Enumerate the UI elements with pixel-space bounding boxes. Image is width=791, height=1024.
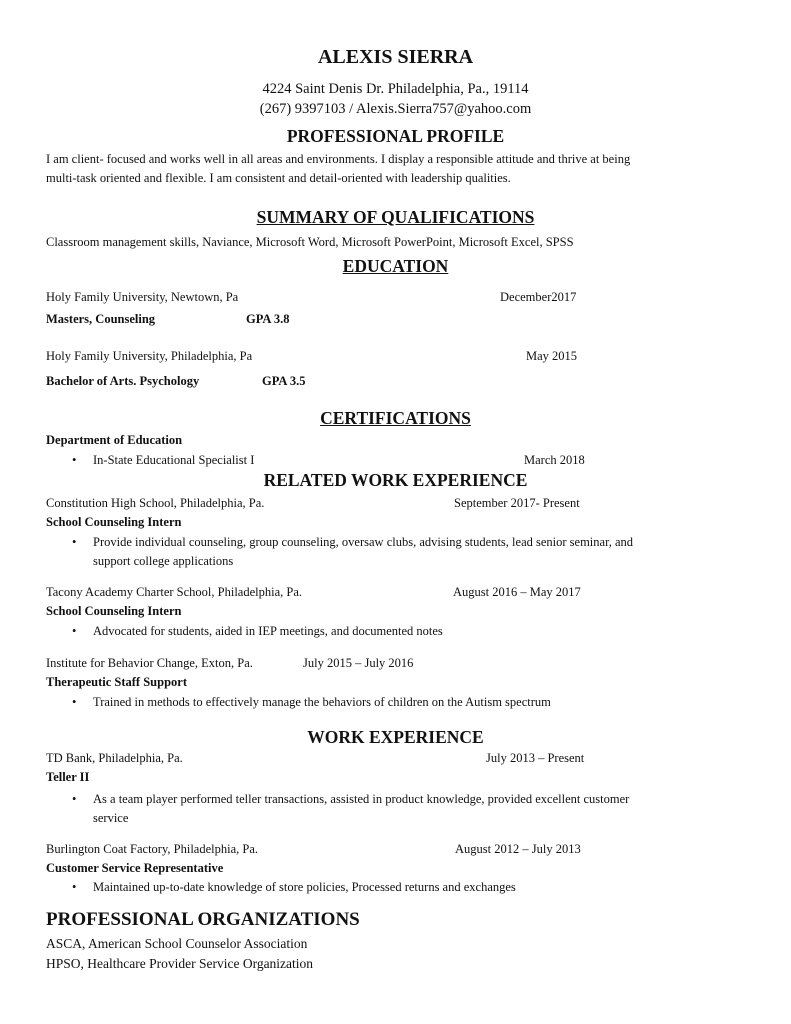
bullet-icon: • (72, 792, 77, 806)
job-duty-continued: service (93, 811, 129, 825)
job-dates: August 2012 – July 2013 (455, 842, 581, 856)
job-dates: August 2016 – May 2017 (453, 585, 581, 599)
bullet-icon: • (72, 695, 77, 709)
education-date: May 2015 (526, 349, 578, 363)
work-heading: WORK EXPERIENCE (307, 727, 484, 747)
education-school: Holy Family University, Philadelphia, Pa (46, 349, 253, 363)
job-employer: TD Bank, Philadelphia, Pa. (46, 751, 183, 765)
job-dates: July 2013 – Present (486, 751, 585, 765)
education-degree: Masters, Counseling (46, 312, 156, 326)
bullet-icon: • (72, 535, 77, 549)
qualifications-text: Classroom management skills, Naviance, Microsoft Word, Microsoft PowerPoint, Microsoft Excel, SPSS (46, 235, 574, 249)
certifications-heading: CERTIFICATIONS (320, 408, 471, 428)
contact-line: (267) 9397103 / Alexis.Sierra757@yahoo.com (259, 101, 532, 117)
profile-heading: PROFESSIONAL PROFILE (286, 126, 505, 146)
job-duty: As a team player performed teller transactions, assisted in product knowledge, provided excellent customer (93, 792, 630, 806)
job-employer: Institute for Behavior Change, Exton, Pa. (46, 656, 253, 670)
bullet-icon: • (72, 624, 77, 638)
certification-item: In-State Educational Specialist I (93, 453, 255, 467)
job-duty-continued: support college applications (93, 554, 234, 568)
qualifications-heading: SUMMARY OF QUALIFICATIONS (256, 207, 535, 227)
job-duty: Provide individual counseling, group counseling, oversaw clubs, advising students, lead senior seminar, and (93, 535, 634, 549)
education-degree: Bachelor of Arts. Psychology (46, 374, 200, 388)
education-gpa: GPA 3.5 (262, 374, 306, 388)
organization-item: ASCA, American School Counselor Association (46, 936, 308, 951)
job-dates: September 2017- Present (454, 496, 580, 510)
profile-text-line-2: multi-task oriented and flexible. I am consistent and detail-oriented with leadership qualities. (46, 171, 511, 185)
organizations-heading: PROFESSIONAL ORGANIZATIONS (46, 909, 360, 930)
job-duty: Maintained up-to-date knowledge of store policies, Processed returns and exchanges (93, 880, 516, 894)
job-employer: Burlington Coat Factory, Philadelphia, Pa. (46, 842, 259, 856)
certification-date: March 2018 (524, 453, 585, 467)
candidate-name: ALEXIS SIERRA (317, 46, 474, 68)
education-gpa: GPA 3.8 (246, 312, 290, 326)
education-heading: EDUCATION (342, 256, 449, 276)
certification-org: Department of Education (46, 433, 183, 447)
job-dates: July 2015 – July 2016 (303, 656, 414, 670)
job-title: School Counseling Intern (46, 604, 182, 618)
related-work-heading: RELATED WORK EXPERIENCE (263, 470, 528, 490)
bullet-icon: • (72, 453, 77, 467)
bullet-icon: • (72, 880, 77, 894)
education-school: Holy Family University, Newtown, Pa (46, 290, 239, 304)
profile-text-line-1: I am client- focused and works well in all areas and environments. I display a responsible attitude and thrive at being (46, 152, 631, 166)
job-title: Therapeutic Staff Support (46, 675, 187, 689)
organization-item: HPSO, Healthcare Provider Service Organization (46, 956, 314, 971)
job-title: Customer Service Representative (46, 861, 224, 875)
job-employer: Tacony Academy Charter School, Philadelphia, Pa. (46, 585, 303, 599)
job-duty: Advocated for students, aided in IEP meetings, and documented notes (93, 624, 443, 638)
job-title: School Counseling Intern (46, 515, 182, 529)
education-date: December2017 (500, 290, 577, 304)
job-title: Teller II (46, 770, 90, 784)
address-line: 4224 Saint Denis Dr. Philadelphia, Pa., 19114 (262, 81, 529, 97)
job-employer: Constitution High School, Philadelphia, Pa. (46, 496, 265, 510)
job-duty: Trained in methods to effectively manage the behaviors of children on the Autism spectrum (93, 695, 551, 709)
